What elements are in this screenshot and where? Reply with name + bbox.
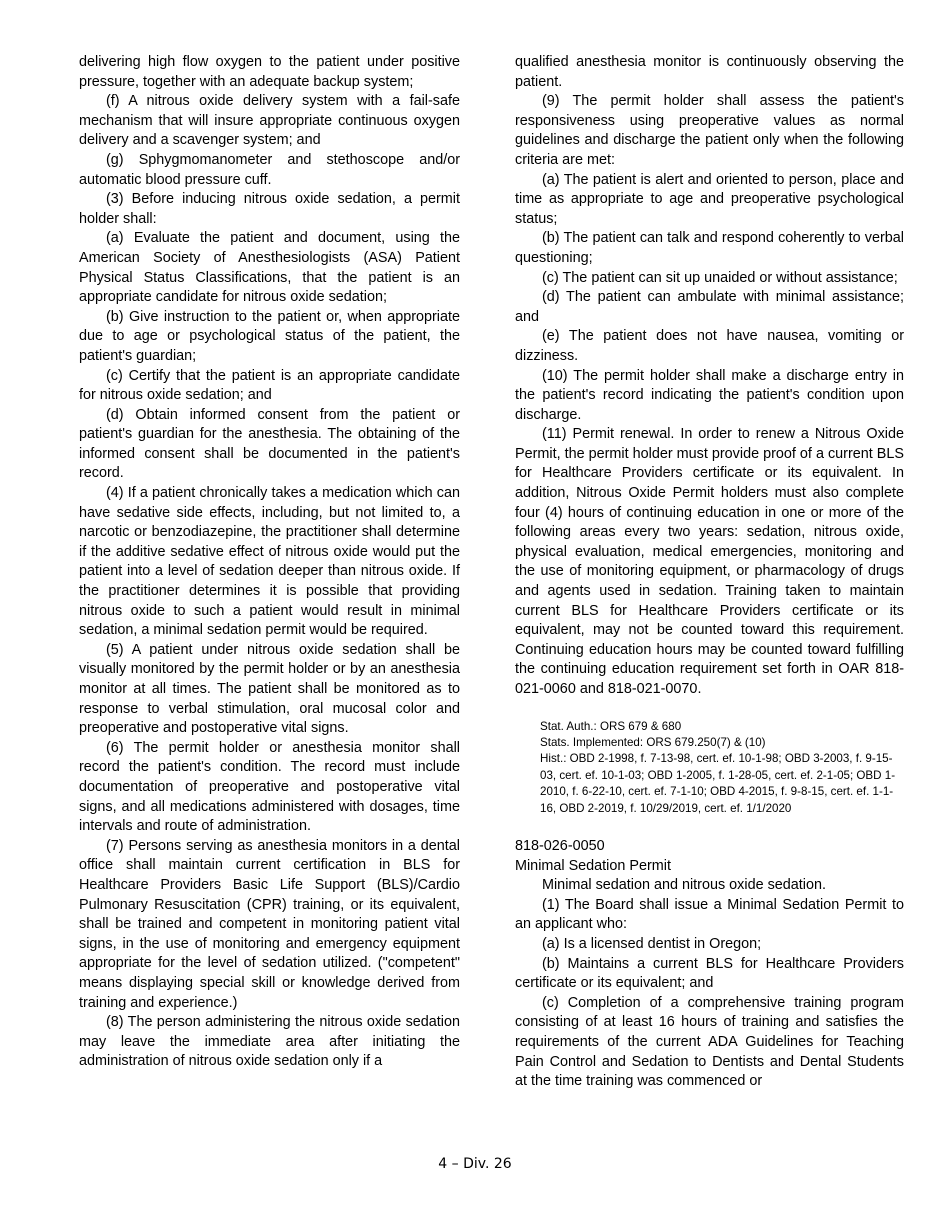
paragraph: (d) The patient can ambulate with minimal assistance; and xyxy=(515,289,904,325)
paragraph: (d) Obtain informed consent from the patient or patient's guardian for the anesthesia. The obtaining of the informed consent shall be documented in the patient's record. xyxy=(79,406,460,482)
left-column xyxy=(79,53,460,1072)
paragraph: (3) Before inducing nitrous oxide sedation, a permit holder shall: xyxy=(79,191,460,227)
paragraph: (7) Persons serving as anesthesia monitors in a dental office shall maintain current certification in BLS for Healthcare Providers Basic Life Support (BLS)/Cardio Pulmonary Resuscitation (CPR) training, or its equivalent, shall be trained and competent in monitoring patient vital signs, in the use of monitoring and emergency equipment appropriate for the level of sedation utilized. ("competent" means displaying special skill or knowledge derived from training and experience.) xyxy=(79,837,460,1011)
paragraph: delivering high flow oxygen to the patient under positive pressure, together with an adequate backup system; xyxy=(79,54,460,90)
paragraph: (b) Maintains a current BLS for Healthcare Providers certificate or its equivalent; and xyxy=(515,955,904,992)
paragraph: (b) Give instruction to the patient or, when appropriate due to age or psychological status of the patient, the patient's guardian; xyxy=(79,308,460,364)
history-text: Hist.: OBD 2-1998, f. 7-13-98, cert. ef. 10-1-98; OBD 3-2003, f. 9-15-03, cert. ef. 10-1-03; OBD 1-2005, f. 1-28-05, cert. ef. 2-1-05; OBD 1-2010, f. 6-22-10, cert. ef. 7-1-10; OBD 4-2015, f. 9-8-15, cert. ef. 1-1-16, OBD 2-2019, f. 10/29/2019, cert. ef. 1/1/2020 xyxy=(540,752,896,815)
paragraph: (a) Evaluate the patient and document, using the American Society of Anesthesiologists (ASA) Patient Physical Status Classifications, that the patient is an appropriate candidate for nitrous oxide sedation; xyxy=(79,230,460,306)
history-notes xyxy=(515,719,904,817)
paragraph: (c) Completion of a comprehensive training program consisting of at least 16 hours of training and satisfies the requirements of the current ADA Guidelines for Teaching Pain Control and Sedation to Dentists and Dental Students at the time training was commenced or xyxy=(515,994,904,1090)
paragraph: (9) The permit holder shall assess the patient's responsiveness using preoperative values as normal guidelines and discharge the patient only when the following criteria are met: xyxy=(515,93,904,168)
paragraph: (b) The patient can talk and respond coherently to verbal questioning; xyxy=(515,230,904,266)
paragraph: (c) The patient can sit up unaided or without assistance; xyxy=(542,269,898,286)
paragraph: (11) Permit renewal. In order to renew a Nitrous Oxide Permit, the permit holder must provide proof of a current BLS for Healthcare Providers certificate or its equivalent. In addition, Nitrous Oxide Permit holders must also complete four (4) hours of continuing education in one or more of the following areas every two years: sedation, nitrous oxide, physical evaluation, medical emergencies, monitoring and the use of monitoring equipment, or pharmacology of drugs and agents used in sedation. Training taken to maintain current BLS for Healthcare Providers certificate or its equivalent, may not be counted toward this requirement. Continuing education hours may be counted toward fulfilling the continuing education requirement set forth in OAR 818-021-0060 and 818-021-0070. xyxy=(515,426,904,697)
section-title: Minimal Sedation Permit xyxy=(515,857,671,874)
paragraph: (8) The person administering the nitrous oxide sedation may leave the immediate area after initiating the administration of nitrous oxide sedation only if a xyxy=(79,1014,460,1070)
stat-auth: Stat. Auth.: ORS 679 & 680 xyxy=(540,719,682,733)
paragraph: (1) The Board shall issue a Minimal Sedation Permit to an applicant who: xyxy=(515,896,904,933)
paragraph: (6) The permit holder or anesthesia monitor shall record the patient's condition. The record must include documentation of preoperative and postoperative vital signs, and all medications administered with dosages, time intervals and route of administration. xyxy=(79,739,460,835)
paragraph: (c) Certify that the patient is an appropriate candidate for nitrous oxide sedation; and xyxy=(79,367,460,404)
paragraph: (5) A patient under nitrous oxide sedation shall be visually monitored by the permit holder or by an anesthesia monitor at all times. The patient shall be monitored as to response to verbal stimulation, oral mucosal color and preoperative and postoperative vital signs. xyxy=(79,641,460,737)
paragraph: qualified anesthesia monitor is continuously observing the patient. xyxy=(515,54,904,90)
paragraph: Minimal sedation and nitrous oxide sedation. xyxy=(542,877,826,894)
stats-implemented: Stats. Implemented: ORS 679.250(7) & (10) xyxy=(540,736,766,749)
paragraph: (a) Is a licensed dentist in Oregon; xyxy=(542,936,762,952)
right-column xyxy=(515,53,904,1092)
paragraph: (g) Sphygmomanometer and stethoscope and/or automatic blood pressure cuff. xyxy=(79,151,460,188)
paragraph: (10) The permit holder shall make a discharge entry in the patient's record indicating the patient's condition upon discharge. xyxy=(515,367,904,423)
paragraph: (e) The patient does not have nausea, vomiting or dizziness. xyxy=(515,328,904,364)
paragraph: (a) The patient is alert and oriented to person, place and time as appropriate to age and preoperative psychological status; xyxy=(515,171,904,227)
page-footer: 4 – Div. 26 xyxy=(438,1156,512,1172)
paragraph: (4) If a patient chronically takes a medication which can have sedative side effects, including, but not limited to, a narcotic or benzodiazepine, the practitioner shall determine if the additive sedative effect of nitrous oxide would put the patient into a level of sedation deeper than nitrous oxide. If the practitioner determines it is possible that providing nitrous oxide to such a patient would result in minimal sedation, a minimal sedation permit would be required. xyxy=(79,485,460,639)
paragraph: (f) A nitrous oxide delivery system with a fail-safe mechanism that will insure appropriate continuous oxygen delivery and a scavenger system; and xyxy=(79,93,460,149)
section-number: 818-026-0050 xyxy=(515,838,605,855)
